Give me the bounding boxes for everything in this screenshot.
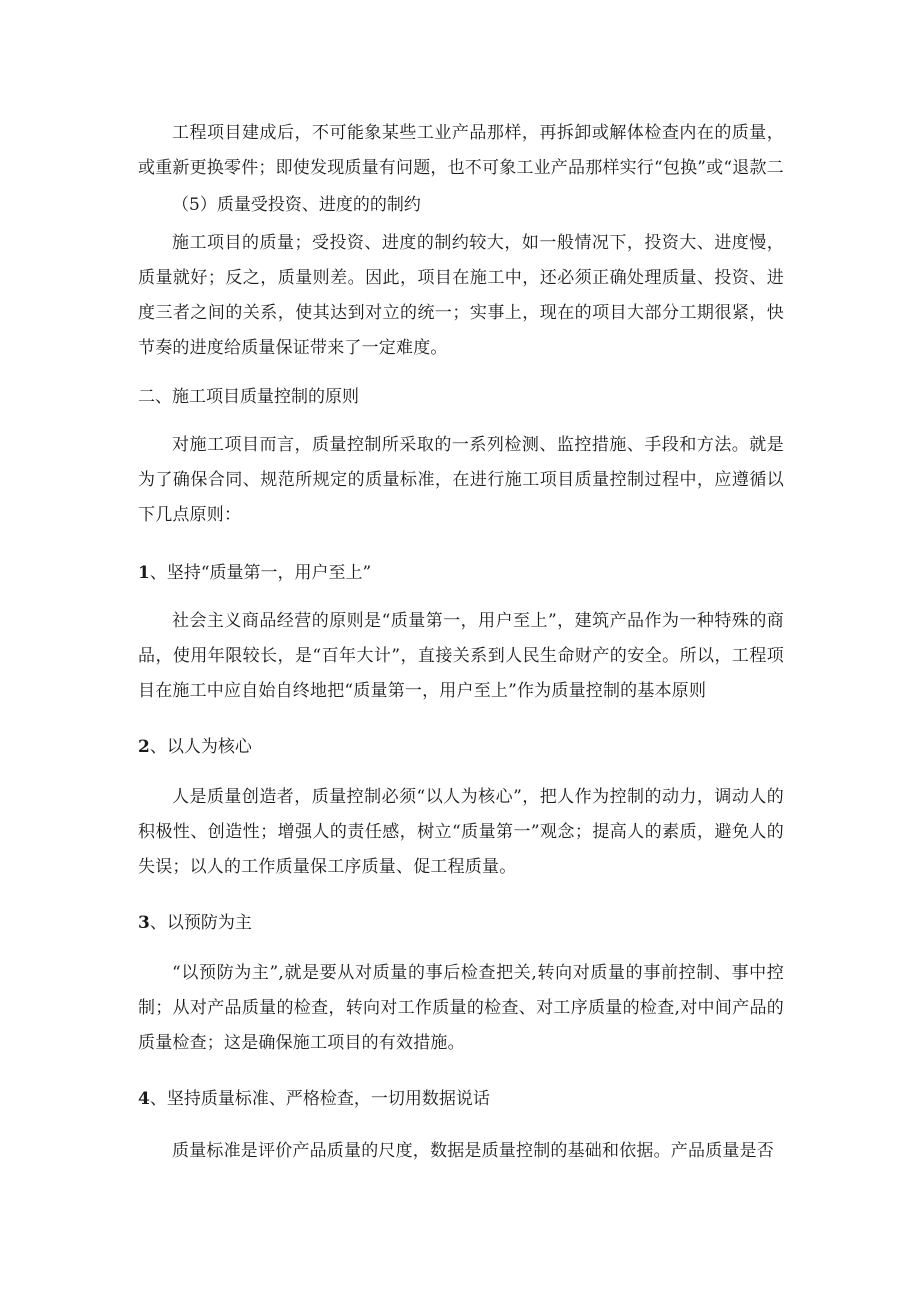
principle-number-3: 3: [138, 913, 150, 933]
principle-title-4: 、坚持质量标准、严格检查，一切用数据说话: [149, 1089, 490, 1109]
paragraph-4: 社会主义商品经营的原则是“质量第一，用户至上”，建筑产品作为一种特殊的商品，使用年限较长，是“百年大计”，直接关系到人民生命财产的安全。所以，工程项目在施工中应自始自终地把“质量第一，用户至上”作为质量控制的基本原则: [138, 611, 784, 701]
paragraph-6: “以预防为主”,就是要从对质量的事后检查把关,转向对质量的事前控制、事中控制；从对产品质量的检查，转向对工作质量的检查、对工序质量的检查,对中间产品的质量检查；这是确保施工项目的有效措施。: [138, 963, 784, 1053]
principle-heading-1: [138, 556, 371, 591]
paragraph-2: 施工项目的质量；受投资、进度的制约较大，如一般情况下，投资大、进度慢，质量就好；反之，质量则差。因此，项目在施工中，还必须正确处理质量、投资、进度三者之间的关系，使其达到对立的统一；实事上，现在的项目大部分工期很紧，快节奏的进度给质量保证带来了一定难度。: [138, 233, 784, 358]
principle-number-1: 1: [138, 563, 150, 583]
principle-title-3: 、以预防为主: [149, 913, 252, 933]
principle-number-4: 4: [138, 1089, 150, 1109]
principle-number-2: 2: [138, 737, 150, 757]
paragraph-1: 工程项目建成后，不可能象某些工业产品那样，再拆卸或解体检查内在的质量，或重新更换零件；即使发现质量有问题，也不可象工业产品那样实行“包换”或“退款二: [138, 123, 784, 178]
principle-heading-4: [138, 1082, 490, 1117]
paragraph-7: 质量标准是评价产品质量的尺度，数据是质量控制的基础和依据。产品质量是否: [172, 1141, 774, 1161]
paragraph-3: 对施工项目而言，质量控制所采取的一系列检测、监控措施、手段和方法。就是为了确保合同、规范所规定的质量标准，在进行施工项目质量控制过程中，应遵循以下几点原则：: [138, 435, 784, 525]
principle-heading-2: [138, 730, 252, 765]
section-heading-2: 二、施工项目质量控制的原则: [138, 387, 359, 407]
principle-heading-3: [138, 906, 252, 941]
principle-title-2: 、以人为核心: [149, 737, 252, 757]
paragraph-5: 人是质量创造者，质量控制必须“以人为核心”，把人作为控制的动力，调动人的积极性、创造性；增强人的责任感，树立“质量第一”观念；提高人的素质，避免人的失误；以人的工作质量保工序质量、促工程质量。: [138, 787, 784, 877]
subheading-5: （5）质量受投资、进度的的制约: [172, 195, 421, 215]
principle-title-1: 、坚持“质量第一，用户至上”: [149, 563, 372, 583]
